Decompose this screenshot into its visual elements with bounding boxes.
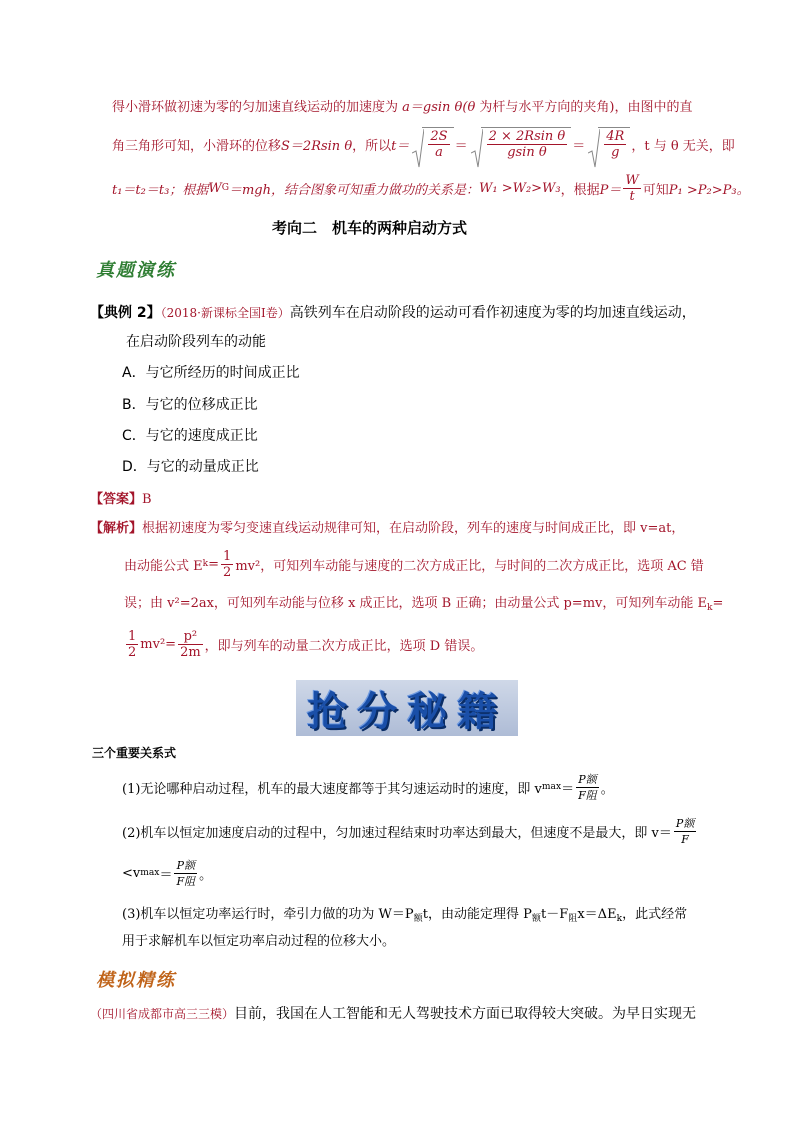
formula: W [208, 180, 222, 196]
fraction-denominator: 2m [180, 644, 201, 660]
relation-text: (2)机车以恒定加速度启动的过程中，匀加速过程结束时功率达到最大，但速度不是最大，即 v＝ [122, 825, 672, 841]
relation-text: ，此式经常 [622, 907, 688, 922]
example-source: （2018·新课标全国Ⅰ卷） [160, 306, 290, 320]
solution-text: ，t 与 θ 无关，即 [631, 138, 735, 154]
example-stem-line-2: 在启动阶段列车的动能 [126, 334, 266, 350]
subscript: 额 [413, 914, 423, 924]
answer-line [90, 488, 152, 507]
analysis-line-3 [124, 592, 723, 613]
fraction-numerator: P额 [675, 816, 695, 830]
analysis-text: mv²= [140, 636, 177, 652]
fraction-numerator: 1 [128, 628, 137, 644]
radical-icon [412, 129, 424, 169]
relation-text: <v [122, 865, 141, 881]
solution-line-2: 角三角形可知，小滑环的位移 S＝2Rsin θ ，所以 t＝ $\frac{2S}{a}$ ＝ $\frac{\text{2 × 2Rsin θ}}{\text{gsin θ}}$ ＝ $\frac{4R}{g}$ ，t 与 θ 无关，即 [112, 122, 735, 166]
radical-icon [588, 129, 600, 169]
formula: P₁ >P₂>P₃。 [668, 182, 750, 198]
answer-tag: 【答案】 [90, 492, 143, 507]
example-tag: 【典例 2】 [90, 305, 161, 321]
relations-title: 三个重要关系式 [92, 746, 177, 760]
subscript: max [541, 782, 562, 792]
relation-1 [122, 770, 614, 804]
subscript: 额 [531, 914, 541, 924]
fraction-denominator: gsin θ [507, 144, 547, 160]
fraction-numerator: p² [178, 629, 203, 645]
solution-text: ，根据 [560, 182, 600, 198]
subscript: k [616, 914, 623, 924]
moni-label: 模拟精练 [96, 970, 176, 991]
answer-value: B [142, 492, 152, 507]
analysis-text: 误；由 v²=2ax，可知列车动能与位移 x 成正比，选项 B 正确；由动量公式 p=mv，可知列车动能 E [124, 596, 707, 611]
sqrt-expression [412, 129, 451, 160]
fraction-denominator: 2 [128, 644, 137, 660]
solution-text: 得小滑环做初速为零的匀加速直线运动的加速度为 [112, 100, 403, 115]
relation-text: x＝ΔE [577, 907, 617, 922]
fraction-denominator: F阻 [176, 874, 196, 888]
option-c: C．与它的速度成正比 [122, 428, 258, 444]
relation-text: (3)机车以恒定功率运行时，牵引力做的功为 W＝P [122, 907, 414, 922]
sqrt-expression [588, 129, 628, 160]
formula: P＝ [599, 182, 622, 198]
solution-line-1 [112, 96, 693, 115]
analysis-text: 由动能公式 E [124, 558, 203, 574]
analysis-text: 根据初速度为零匀变速直线运动规律可知，在启动阶段，列车的速度与时间成正比，即 v=at， [142, 521, 685, 536]
qiangfen-banner [296, 680, 518, 736]
relation-text: (1)无论哪种启动过程，机车的最大速度都等于其匀速运动时的速度，即 v [122, 781, 542, 797]
formula: S＝2Rsin θ [281, 138, 353, 154]
fraction-numerator: W [625, 172, 639, 188]
example-stem-line-1 [90, 302, 696, 322]
subscript: k [707, 603, 713, 613]
zhenti-label: 真题演练 [96, 260, 176, 281]
formula: a＝gsin θ(θ [402, 100, 476, 115]
option-d: D．与它的动量成正比 [122, 459, 259, 475]
analysis-text: ，即与列车的动量二次方成正比，选项 D 错误。 [204, 638, 484, 654]
subscript: k [202, 559, 209, 569]
subscript: 阻 [568, 914, 578, 924]
radical-icon [471, 129, 483, 169]
relation-3-line-1 [122, 903, 687, 924]
analysis-line-4 [124, 624, 483, 664]
solution-text: 可知 [642, 182, 669, 198]
analysis-text: = [712, 596, 724, 611]
option-b: B．与它的位移成正比 [122, 397, 258, 413]
analysis-tag: 【解析】 [90, 521, 143, 536]
subscript: max [140, 868, 160, 878]
practice-question-line [90, 1003, 696, 1023]
fraction-denominator: a [435, 144, 443, 160]
relation-text: ＝ [561, 781, 575, 797]
solution-text: ，所以 [352, 138, 392, 154]
formula: t＝ [391, 138, 410, 154]
solution-text: 为杆与水平方向的夹角)，由图中的直 [475, 100, 693, 115]
formula: ＝mgh，结合图象可知重力做功的关系是： [228, 182, 479, 198]
relation-text: t，由动能定理得 P [422, 907, 532, 922]
fraction-numerator: 4R [606, 128, 625, 144]
sqrt-expression [471, 129, 570, 160]
relation-2-line-1 [122, 814, 698, 848]
fraction-numerator: 2 × 2Rsin θ [488, 128, 566, 144]
formula: t₁＝t₂＝t₃；根据 [112, 182, 209, 198]
fraction-numerator: P额 [176, 858, 195, 872]
fraction-denominator: g [611, 144, 620, 160]
fraction-numerator: 2S [430, 128, 448, 144]
practice-source: （四川省成都市高三三模） [90, 1007, 235, 1021]
fraction-numerator: P额 [578, 772, 597, 786]
relation-text: t－F [540, 907, 569, 922]
fraction-denominator: t [629, 188, 635, 204]
fraction-numerator: 1 [223, 548, 232, 564]
option-a: A．与它所经历的时间成正比 [122, 365, 300, 381]
relation-text: 。 [600, 781, 614, 797]
analysis-text: = [208, 556, 220, 572]
analysis-line-1 [90, 517, 684, 536]
subscript: G [221, 183, 229, 193]
solution-line-3 [112, 170, 750, 206]
analysis-line-2 [124, 546, 704, 582]
analysis-text: mv²，可知列车动能与速度的二次方成正比，与时间的二次方成正比，选项 AC 错 [235, 558, 704, 574]
relation-text: ＝ [159, 867, 173, 883]
relation-3-line-2: 用于求解机车以恒定功率启动过程的位移大小。 [122, 934, 396, 949]
solution-text: 角三角形可知，小滑环的位移 [112, 138, 282, 154]
example-stem: 高铁列车在启动阶段的运动可看作初速度为零的均加速直线运动， [289, 305, 696, 321]
banner-text: 抢分秘籍 [307, 688, 507, 735]
fraction-denominator: 2 [223, 564, 232, 580]
relation-text: 。 [199, 867, 213, 883]
relation-2-line-2 [122, 856, 212, 890]
section-title: 考向二 机车的两种启动方式 [272, 219, 468, 237]
formula: W₁ >W₂>W₃ [478, 180, 561, 196]
practice-text: 目前，我国在人工智能和无人驾驶技术方面已取得较大突破。为早日实现无 [234, 1006, 697, 1022]
fraction-denominator: F阻 [578, 788, 597, 802]
fraction-denominator: F [681, 832, 689, 846]
